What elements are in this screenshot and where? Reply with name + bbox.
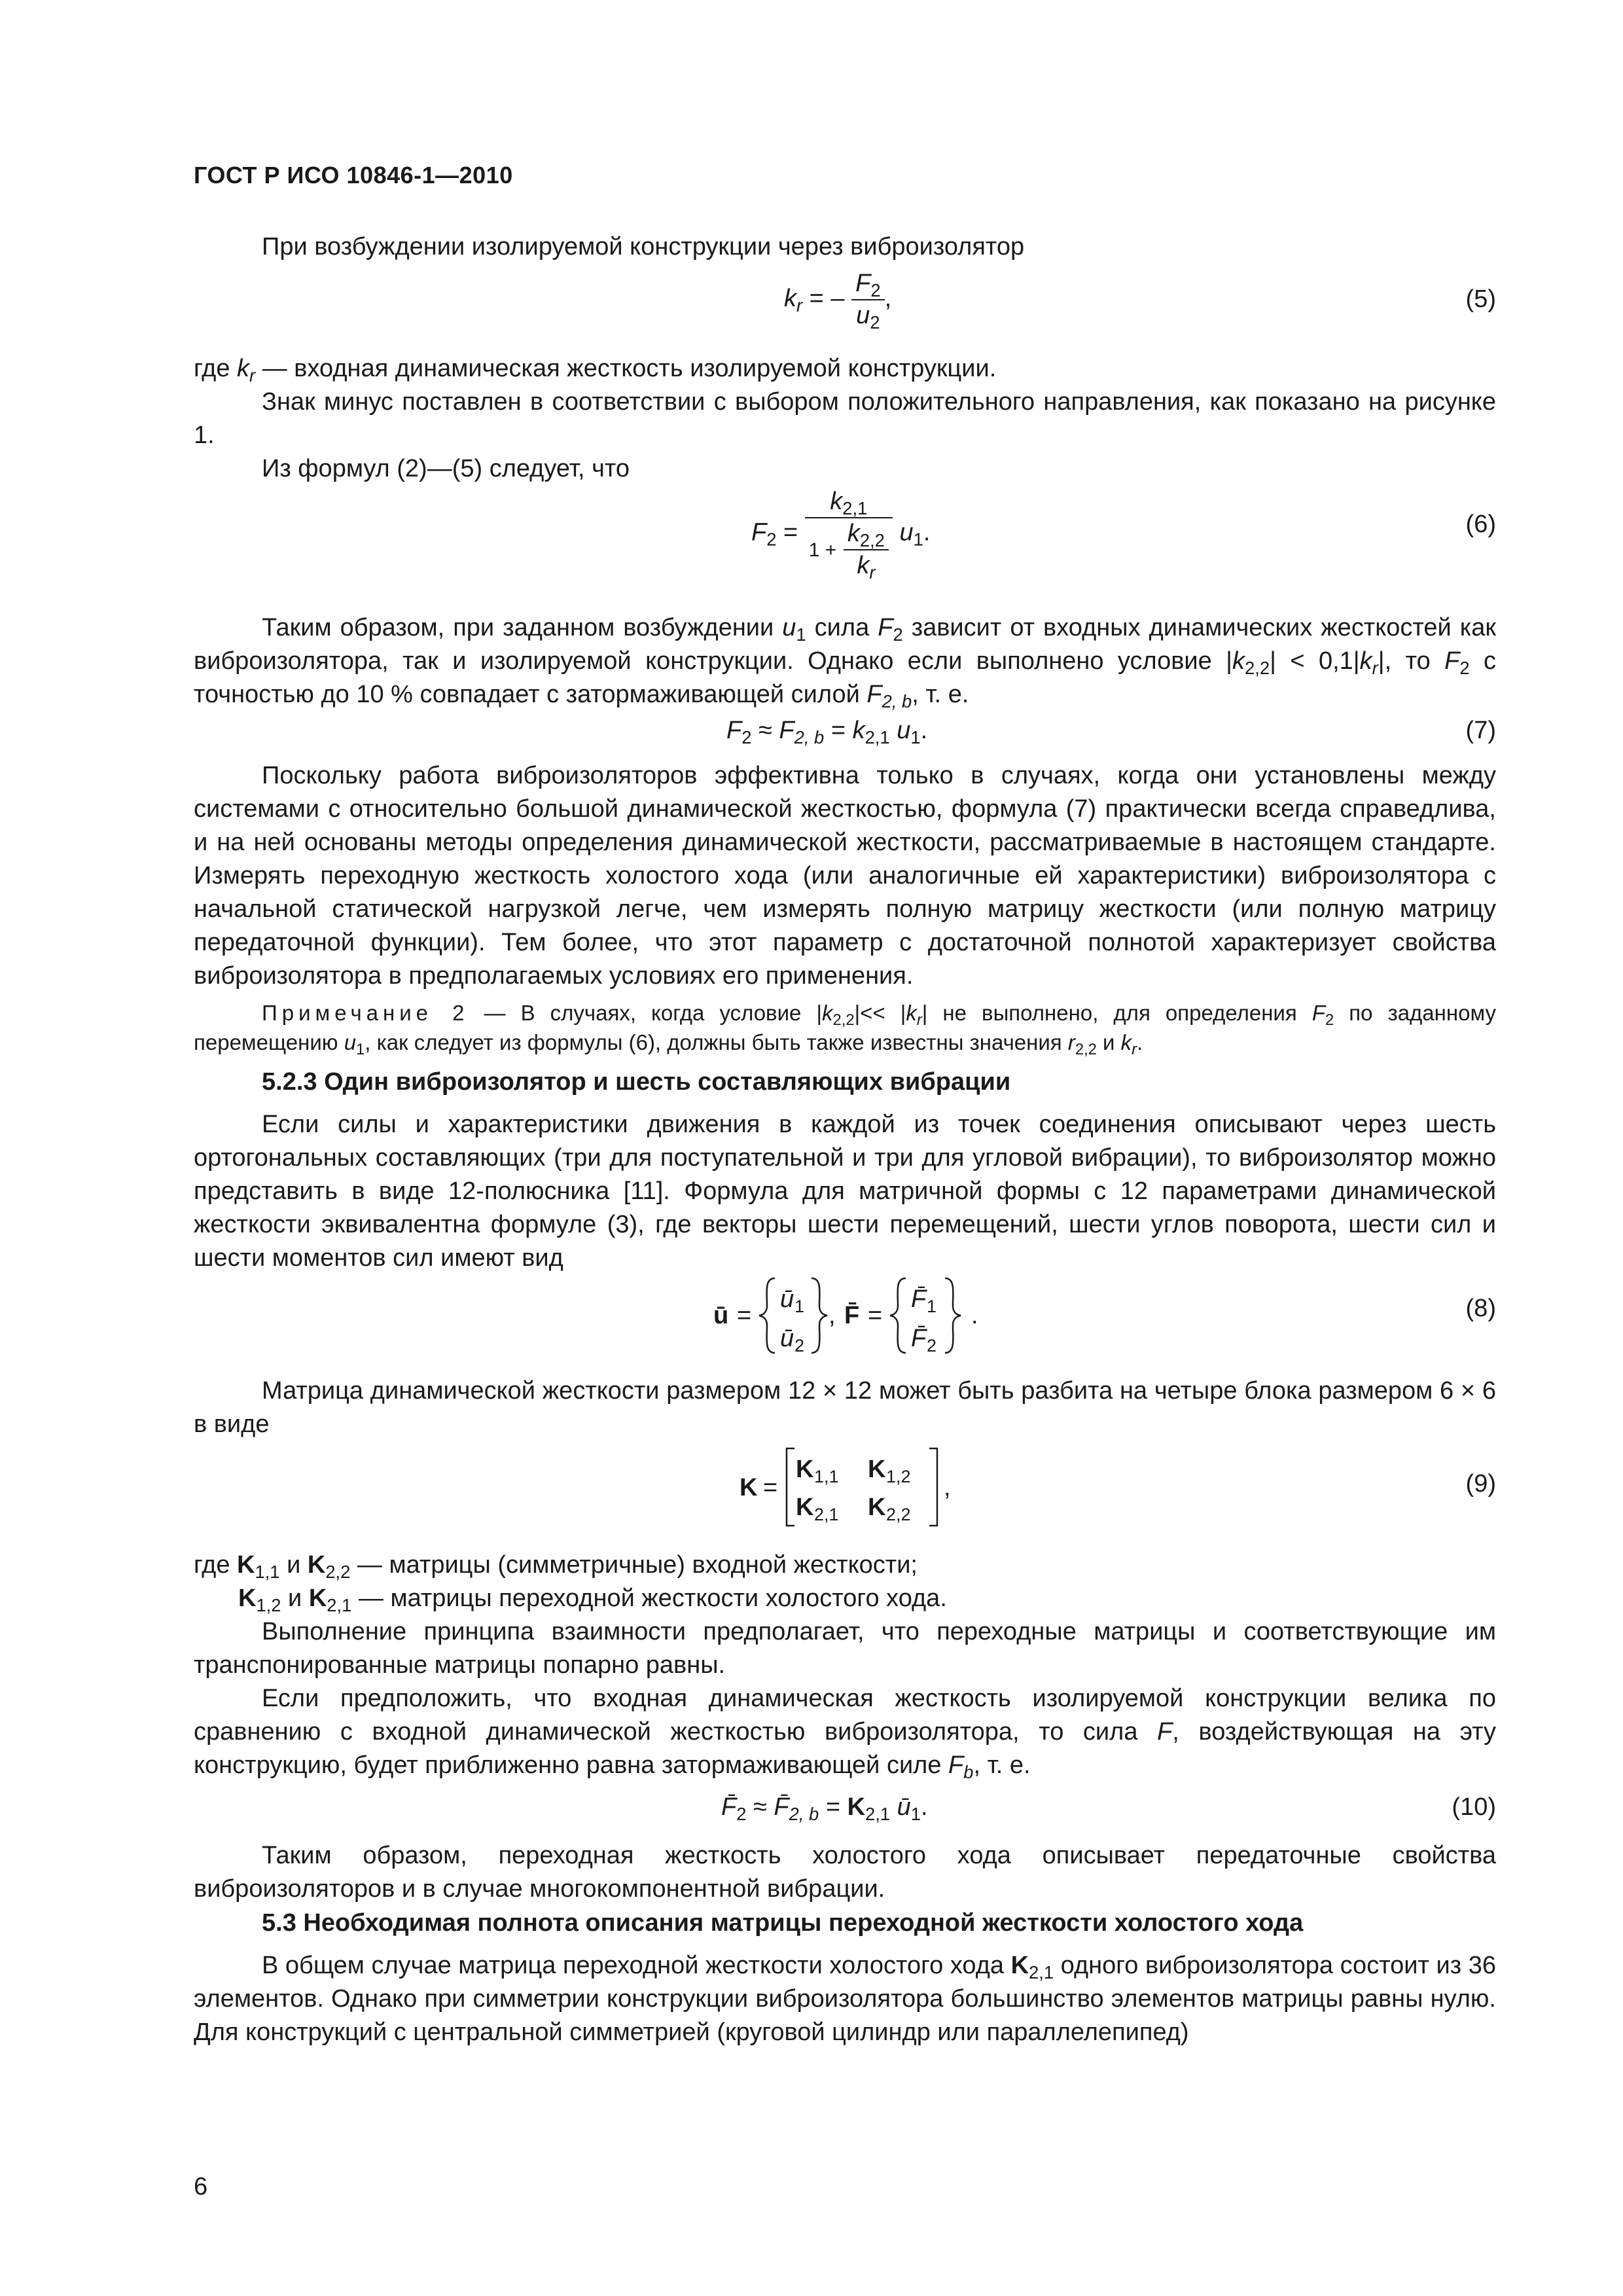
section-heading-5-2-3: 5.2.3 Один виброизолятор и шесть составляющих вибрации (262, 1068, 1011, 1096)
svg-text:=: = (868, 1302, 883, 1329)
svg-text:2: 2 (927, 1336, 937, 1355)
svg-text:1: 1 (927, 1297, 937, 1316)
equation-5: $k_r$ = – $\frac{F_2}{u_2}$ , (784, 270, 892, 333)
svg-text:K: K (868, 1456, 886, 1483)
paragraph-general: В общем случае матрица переходной жесткости холостого хода $K_{2,1}$ одного виброизолятора состоит из 36 элементов. Однако при симметрии конструкции виброизолятора большинство элементов матрицы равны нулю. Для конструкций с центральной симметрией (круговой цилиндр или параллелепипед) (194, 1952, 1496, 2046)
svg-text:K: K (740, 1474, 758, 1501)
svg-text:,: , (829, 1302, 836, 1329)
svg-text:2: 2 (794, 1336, 805, 1355)
svg-text:ū: ū (713, 1302, 729, 1329)
svg-text:=: = (737, 1302, 752, 1329)
paragraph-kr-definition: где $k_r$ — входная динамическая жесткость изолируемой конструкции. (194, 355, 997, 386)
svg-text:F̄: F̄ (911, 1325, 927, 1352)
paragraph-thus-2: Таким образом, переходная жесткость холостого хода описывает передаточные свойства виброизоляторов и в случае многокомпонентной вибрации. (194, 1842, 1496, 1903)
paragraph-where-input: где $K_{1,1}$ и $K_{2,2}$ — матрицы (симметричные) входной жесткости; (194, 1551, 918, 1583)
svg-text:K: K (796, 1456, 814, 1483)
fraction: $k_{2,1}$ 1 + $\frac{k_{2,2}}{k_r}$ (805, 488, 893, 580)
paragraph-reciprocity: Выполнение принципа взаимности предполагает, что переходные матрицы и соответствующие им транспонированные матрицы попарно равны. (194, 1618, 1496, 1679)
svg-text:K: K (868, 1494, 886, 1521)
equation-10: $F̄_2$ ≈ $F̄_{2, b} = K_{2,1}$ $ū_1$. (721, 1793, 928, 1825)
svg-text:1: 1 (794, 1297, 805, 1316)
equation-7: $F_2 \approx F_{2, b} = k_{2,1}$ $u_1$. (726, 717, 928, 748)
section-heading-5-3: 5.3 Необходимая полнота описания матрицы переходной жесткости холостого хода (262, 1909, 1304, 1937)
svg-text:F̄: F̄ (911, 1285, 927, 1313)
svg-text:ū: ū (780, 1325, 794, 1352)
equation-number-7: (7) (1465, 717, 1496, 744)
document-header: ГОСТ Р ИСО 10846-1—2010 (194, 162, 513, 188)
svg-text:.: . (971, 1302, 978, 1329)
equation-6: $F_2$ = $k_{2,1}$ 1 + $\frac{k_{2,2}}{k_r}$ $u_1$. (751, 488, 931, 583)
paragraph-since: Поскольку работа виброизоляторов эффективна только в случаях, когда они установлены между системами с относительно большой динамической жесткостью, формула (7) практически всегда справедлива, и на ней основаны методы определения динамической жесткости, рассматриваемые в настоящем стандарте. Измерять переходную жесткость холостого хода (или аналогичные ей характеристики) виброизолятора с начальной статической нагрузкой легче, чем измерять полную матрицу жесткости (или полную матрицу передаточной функции). Тем более, что этот параметр с достаточной полнотой характеризует свойства виброизолятора в предполагаемых условиях его применения. (194, 762, 1496, 990)
svg-text:1,1: 1,1 (814, 1467, 839, 1486)
equation-number-10: (10) (1452, 1793, 1496, 1821)
note-2: Примечание 2 — В случаях, когда условие $|k_{2,2}|<< |k_r|$ не выполнено, для определения $F_2$ по заданному перемещению $u_1$, как следует из формулы (6), должны быть также известны значения $r_{2,2}$ и $k_r$. (194, 1001, 1497, 1059)
svg-text:=: = (763, 1474, 778, 1501)
equation-8 (707, 1273, 995, 1358)
equation-number-6: (6) (1465, 511, 1496, 538)
svg-text:2,2: 2,2 (886, 1505, 911, 1524)
paragraph-excitation: При возбуждении изолируемой конструкции через виброизолятор (262, 233, 1025, 260)
svg-text:K: K (796, 1494, 814, 1521)
paragraph-assume: Если предположить, что входная динамическая жесткость изолируемой конструкции велика по сравнению с входной динамической жесткостью виброизолятора, то сила F, воздействующая на эту конструкцию, будет приближенно равна затормаживающей силе $F_b$, т. е. (194, 1685, 1496, 1783)
svg-text:2,1: 2,1 (814, 1505, 839, 1524)
equation-9 (733, 1443, 969, 1532)
svg-text:ū: ū (780, 1285, 794, 1313)
svg-text:1,2: 1,2 (886, 1467, 911, 1486)
paragraph-matrix: Матрица динамической жесткости размером 12 × 12 может быть разбита на четыре блока размером 6 × 6 в виде (194, 1377, 1496, 1438)
paragraph-from-formulas: Из формул (2)—(5) следует, что (262, 455, 630, 482)
page-number: 6 (194, 2173, 208, 2200)
fraction: $\frac{F_2}{u_2}$ (851, 270, 884, 330)
paragraph-thus: Таким образом, при заданном возбуждении $u_1$ сила $F_2$ зависит от входных динамических жесткостей как виброизолятора, так и изолируемой конструкции. Однако если выполнено условие $|k_{2,2}| < 0,1|k_r|$, то $F_2$ с точностью до 10 % совпадает с затормаживающей силой $F_{2, b}$, т. е. (194, 614, 1497, 712)
equation-number-9: (9) (1465, 1470, 1496, 1498)
paragraph-sign: Знак минус поставлен в соответствии с выбором положительного направления, как показано на рисунке 1. (194, 388, 1496, 449)
svg-text:F̄: F̄ (844, 1302, 860, 1329)
paragraph-where-transfer: $K_{1,2}$ и $K_{2,1}$ — матрицы переходной жесткости холостого хода. (238, 1585, 947, 1616)
svg-text:,: , (944, 1474, 951, 1501)
equation-number-5: (5) (1465, 285, 1496, 313)
paragraph-forces: Если силы и характеристики движения в каждой из точек соединения описывают через шесть ортогональных составляющих (три для поступательной и три для угловой вибрации), то виброизолятор можно представить в виде 12-полюсника [11]. Формула для матричной формы с 12 параметрами динамической жесткости эквивалентна формуле (3), где векторы шести перемещений, шести углов поворота, шести сил и шести моментов сил имеют вид (194, 1111, 1496, 1272)
equation-number-8: (8) (1465, 1295, 1496, 1322)
